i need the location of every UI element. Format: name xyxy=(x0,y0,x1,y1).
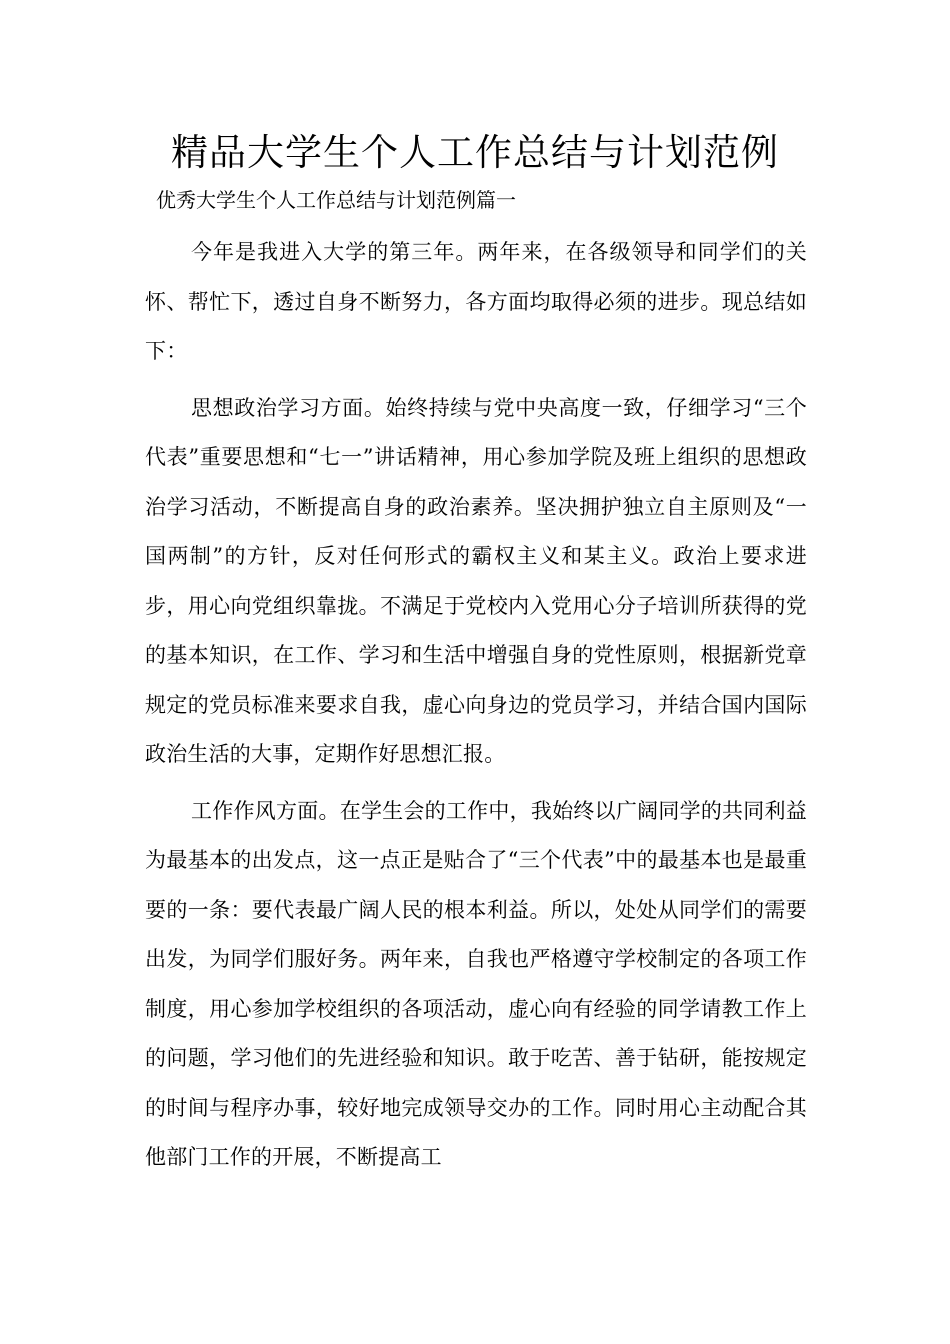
paragraph-intro: 今年是我进入大学的第三年。两年来，在各级领导和同学们的关怀、帮忙下，透过自身不断努力，各方面均取得必须的进步。现总结如下： xyxy=(145,240,807,363)
paragraph-work-style: 工作作风方面。在学生会的工作中，我始终以广阔同学的共同利益为最基本的出发点，这一点正是贴合了“三个代表”中的最基本也是最重要的一条：要代表最广阔人民的根本利益。所以，处处从同学们的需要出发，为同学们服好务。两年来，自我也严格遵守学校制定的各项工作制度，用心参加学校组织的各项活动，虚心向有经验的同学请教工作上的问题，学习他们的先进经验和知识。敢于吃苦、善于钻研，能按规定的时间与程序办事，较好地完成领导交办的工作。同时用心主动配合其他部门工作的开展，不断提高工 xyxy=(145,798,807,1169)
paragraph-political-study: 思想政治学习方面。始终持续与党中央高度一致，仔细学习“三个代表”重要思想和“七一”讲话精神，用心参加学院及班上组织的思想政治学习活动，不断提高自身的政治素养。坚决拥护独立自主原则及“一国两制”的方针，反对任何形式的霸权主义和某主义。政治上要求进步，用心向党组织靠拢。不满足于党校内入党用心分子培训所获得的党的基本知识，在工作、学习和生活中增强自身的党性原则，根据新党章规定的党员标准来要求自我，虚心向身边的党员学习，并结合国内国际政治生活的大事，定期作好思想汇报。 xyxy=(145,395,807,766)
document-subtitle: 优秀大学生个人工作总结与计划范例篇一 xyxy=(156,188,516,212)
document-title: 精品大学生个人工作总结与计划范例 xyxy=(171,131,779,174)
document-body xyxy=(145,228,807,1190)
